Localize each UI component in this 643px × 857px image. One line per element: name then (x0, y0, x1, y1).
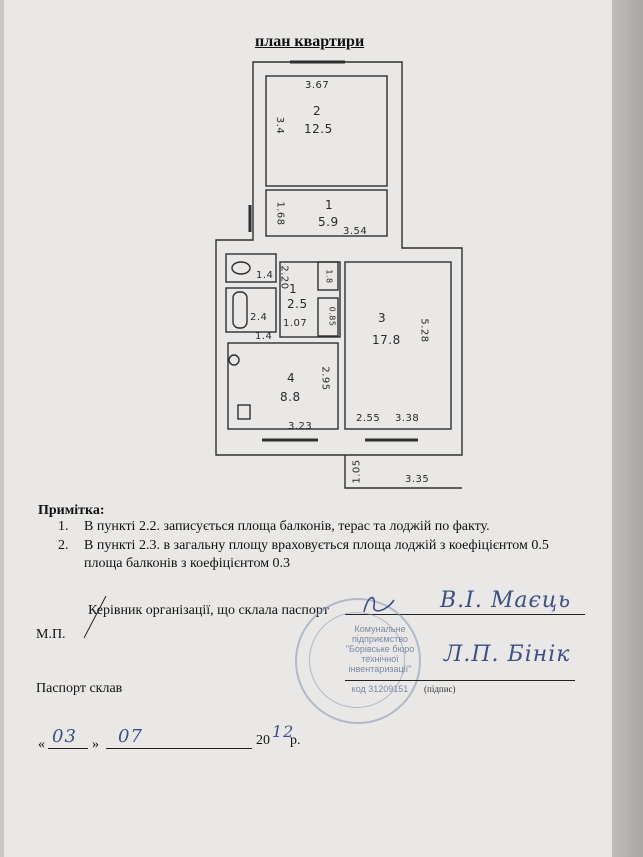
dim-wc: 1.4 (256, 270, 274, 281)
note-2-text: В пункті 2.3. в загальну площу враховується площа лоджій з коефіцієнтом 0.5 (84, 538, 549, 553)
notes-heading: Примітка: (38, 503, 105, 518)
dim-room1-width: 3.54 (343, 226, 368, 237)
dim-room1-height: 1.68 (274, 201, 286, 226)
date-close-quote: » (92, 737, 99, 752)
hall-number: 1 (289, 282, 298, 296)
dim-room4-width: 3.23 (288, 421, 313, 432)
dim-closet: 1.8 (324, 269, 334, 284)
dim-balcony-depth: 1.05 (351, 459, 363, 484)
room-1-area: 5.9 (318, 215, 339, 229)
dim-closet-2: 0.85 (327, 306, 337, 327)
dim-room2-width: 3.67 (305, 80, 330, 91)
wall-outline (216, 62, 462, 455)
compiled-sign-line (345, 680, 575, 681)
date-year-prefix: 20 (256, 733, 270, 748)
head-signature: В.І. Маєць (440, 588, 572, 613)
dim-hall-height: 2.20 (278, 265, 290, 290)
room-4-area: 8.8 (280, 390, 301, 404)
compiled-signature: Л.П. Бінік (444, 642, 571, 667)
note-2-text-cont: площа балконів з коефіцієнтом 0.3 (84, 556, 291, 571)
dim-hall-width: 1.07 (283, 318, 308, 329)
room-3-number: 3 (378, 311, 387, 325)
dim-bath-w: 1.4 (255, 331, 273, 342)
room-2-area: 12.5 (304, 122, 333, 136)
room-4-number: 4 (287, 371, 296, 385)
stamp-line-6: код 31209151 (351, 684, 409, 694)
note-2-number: 2. (58, 538, 69, 553)
head-initial-scribble (360, 592, 400, 618)
date-month-line (106, 748, 252, 749)
stamp-line-4: технічної (361, 654, 399, 664)
sign-caption: (підпис) (424, 684, 456, 694)
room-3-area: 17.8 (372, 333, 401, 347)
plan-title: план квартири (255, 33, 365, 50)
dim-room4-height: 2.95 (319, 366, 331, 391)
room-1-number: 1 (325, 198, 334, 212)
date-day: 03 (52, 726, 77, 747)
compiled-label: Паспорт склав (36, 681, 123, 696)
date-day-line (48, 748, 88, 749)
dim-room2-height: 3.4 (274, 116, 286, 135)
date-suffix: р. (290, 733, 301, 748)
dim-balcony-width: 3.35 (405, 474, 430, 485)
dim-bath: 2.4 (250, 312, 268, 323)
dim-ceiling: 2.55 (356, 413, 381, 424)
stamp-line-3: "Борівське бюро (345, 644, 415, 654)
date-year: 12 (272, 722, 295, 741)
hall-area: 2.5 (287, 297, 308, 311)
mp-label: М.П. (36, 627, 66, 642)
note-1-number: 1. (58, 519, 69, 534)
room-2-number: 2 (313, 104, 322, 118)
stamp-line-1: Комунальне (354, 624, 406, 634)
stamp-line-5: інвентаризації" (348, 664, 412, 674)
note-1-text: В пункті 2.2. записується площа балконів, терас та лоджій по факту. (84, 519, 490, 534)
dim-room3-width: 3.38 (395, 413, 420, 424)
stamp-line-2: підприємство (351, 634, 409, 644)
head-label: Керівник організації, що склала паспорт (88, 603, 329, 618)
date-open-quote: « (38, 737, 45, 752)
dim-room3-height: 5.28 (418, 318, 430, 343)
date-month: 07 (118, 726, 143, 747)
